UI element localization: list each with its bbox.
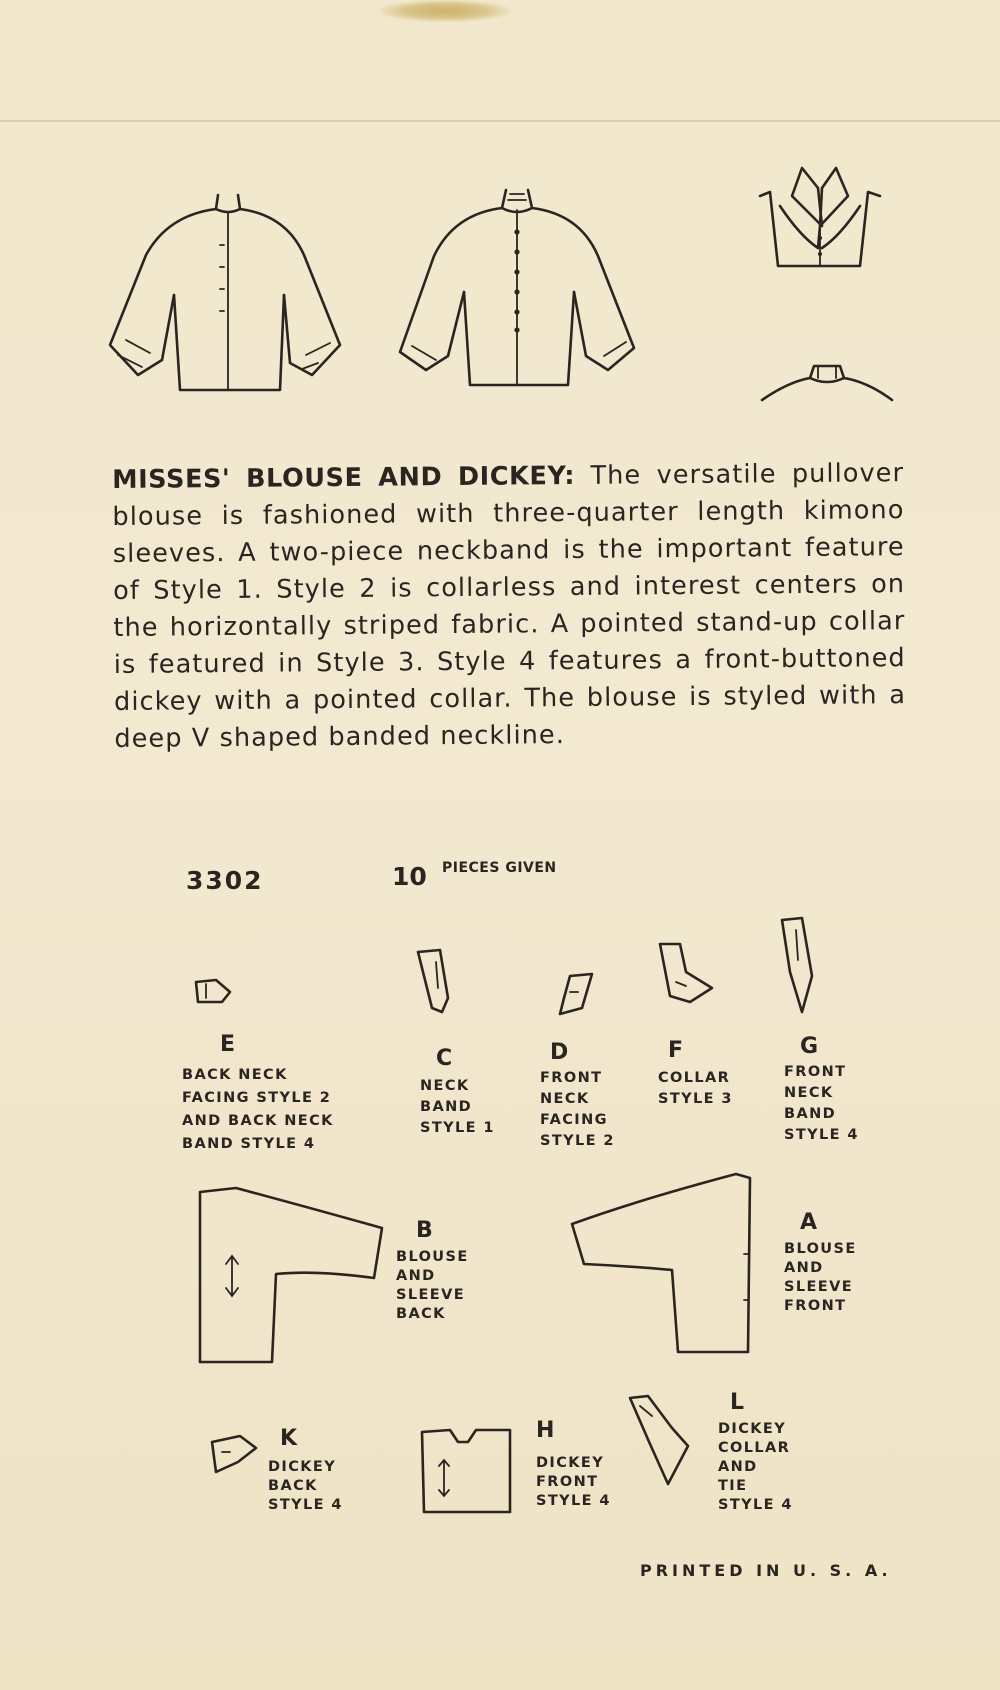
piece-l-label [718,1420,793,1515]
printed-in-usa: PRINTED IN U. S. A. [640,1561,892,1580]
piece-a-line-3: SLEEVE [784,1279,854,1295]
piece-f-label [658,1068,733,1110]
pattern-description [112,455,907,758]
piece-c-line-1: NECK [420,1078,470,1094]
piece-e-label [182,1064,334,1156]
piece-f-line-1: COLLAR [658,1070,731,1086]
piece-g-line-1: FRONT [784,1064,847,1080]
blouse-back-illustration [108,185,368,395]
piece-k-line-3: STYLE 4 [268,1497,343,1513]
piece-c-shape [414,948,454,1022]
piece-c-line-3: STYLE 1 [420,1120,495,1136]
paper-stain [380,0,510,22]
pieces-count: 10 [392,862,427,891]
piece-b-line-3: SLEEVE [396,1287,466,1303]
piece-k-letter: K [280,1426,298,1451]
piece-k-shape [208,1434,260,1482]
piece-b-shape [196,1186,386,1370]
piece-d-shape [556,972,596,1022]
piece-d-line-4: STYLE 2 [540,1133,615,1149]
piece-f-line-2: STYLE 3 [658,1091,733,1107]
piece-l-line-3: AND [718,1459,758,1475]
piece-h-label [536,1454,611,1511]
piece-e-line-1: BACK NECK [182,1067,288,1083]
fold-line [0,120,1000,122]
piece-b-label [396,1248,469,1324]
piece-e-shape [194,978,234,1010]
piece-g-line-3: BAND [784,1106,837,1122]
piece-a-line-2: AND [784,1260,824,1276]
piece-a-line-1: BLOUSE [784,1241,857,1257]
piece-a-shape [568,1170,758,1364]
piece-c-line-2: BAND [420,1099,473,1115]
description-body: The versatile pullover blouse is fashioned with three-quarter length kimono sleeves. A two-piece neckband is the important feature of Style 1. Style 2 is collarless and interest centers on the horizontally striped fabric. A pointed stand-up collar is featured in Style 3. Style 4 features a front-buttoned dickey with a pointed collar. The blouse is styled with a deep V shaped banded neckline. [112,458,907,754]
piece-l-line-5: STYLE 4 [718,1497,793,1513]
piece-k-label [268,1458,343,1515]
piece-a-line-4: FRONT [784,1298,847,1314]
piece-h-line-2: FRONT [536,1474,599,1490]
piece-c-letter: C [436,1046,453,1071]
piece-g-shape [778,916,818,1020]
piece-a-letter: A [800,1210,818,1235]
piece-l-shape [626,1394,692,1494]
piece-e-line-3: AND BACK NECK [182,1113,334,1129]
description-heading: MISSES' BLOUSE AND DICKEY: [112,460,576,495]
piece-b-letter: B [416,1218,433,1243]
piece-h-shape [418,1426,514,1520]
piece-b-line-4: BACK [396,1306,446,1322]
piece-f-shape [656,942,716,1014]
piece-h-letter: H [536,1418,555,1443]
piece-e-line-2: FACING STYLE 2 [182,1090,332,1106]
piece-d-label [540,1068,615,1152]
piece-l-letter: L [730,1390,745,1415]
piece-d-letter: D [550,1040,569,1065]
piece-b-line-1: BLOUSE [396,1249,469,1265]
piece-e-line-4: BAND STYLE 4 [182,1136,316,1152]
piece-d-line-2: NECK [540,1091,590,1107]
pieces-label: PIECES GIVEN [442,860,557,876]
piece-b-line-2: AND [396,1268,436,1284]
piece-g-line-2: NECK [784,1085,834,1101]
piece-g-line-4: STYLE 4 [784,1127,859,1143]
piece-g-label [784,1062,859,1146]
piece-d-line-1: FRONT [540,1070,603,1086]
piece-f-letter: F [668,1038,684,1063]
piece-a-label [784,1240,857,1316]
piece-c-label [420,1076,495,1139]
piece-e-letter: E [220,1032,236,1057]
piece-h-line-1: DICKEY [536,1455,605,1471]
piece-d-line-3: FACING [540,1112,608,1128]
piece-g-letter: G [800,1034,819,1059]
collar-back-illustration [758,352,898,412]
piece-l-line-2: COLLAR [718,1440,791,1456]
piece-h-line-3: STYLE 4 [536,1493,611,1509]
blouse-front-illustration [398,180,658,390]
piece-l-line-1: DICKEY [718,1421,787,1437]
piece-l-line-4: TIE [718,1478,748,1494]
pattern-number: 3302 [186,866,264,895]
dickey-illustration [756,166,896,286]
piece-k-line-1: DICKEY [268,1459,337,1475]
piece-k-line-2: BACK [268,1478,318,1494]
